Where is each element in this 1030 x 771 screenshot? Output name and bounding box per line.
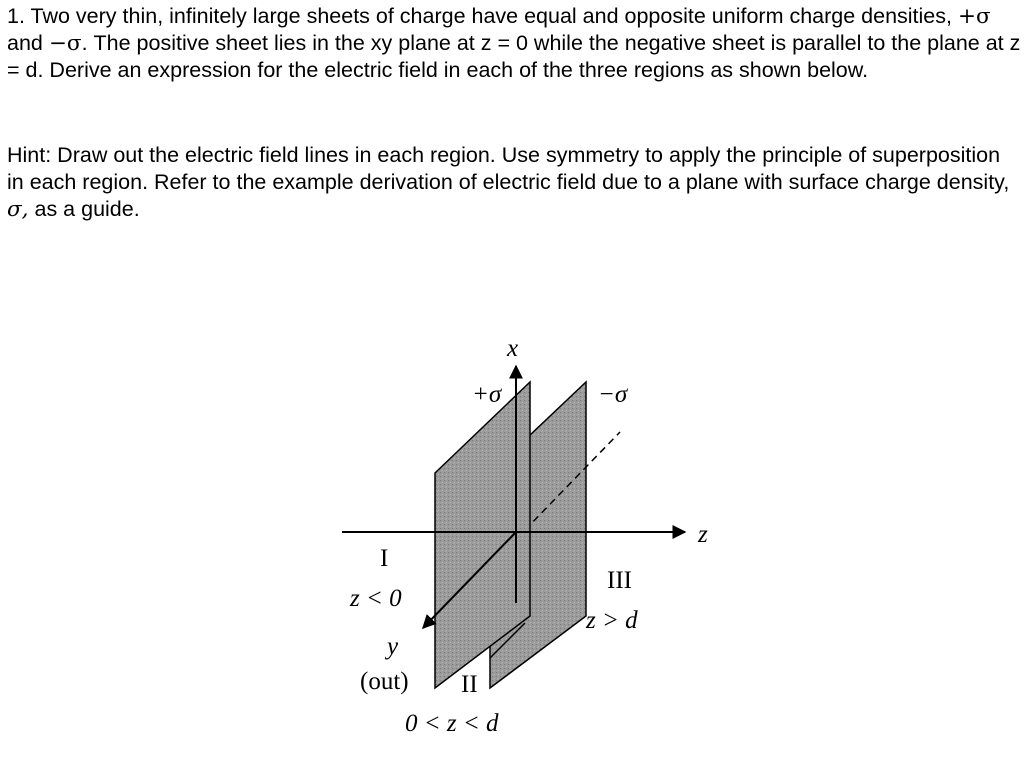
- region-3-condition: z > d: [586, 607, 638, 634]
- region-2-condition: 0 < z < d: [405, 710, 499, 737]
- hint-body: Hint: Draw out the electric field lines in each region. Use symmetry to apply the principle of superposition in each region. Refer to the example derivation of electric field due to a plane with surface charge density,: [7, 143, 1010, 194]
- region-1-condition: z < 0: [350, 585, 402, 612]
- positive-sheet-label: +σ: [472, 381, 502, 408]
- hint-tail: as a guide.: [34, 197, 140, 221]
- negative-sigma-symbol: −σ: [48, 31, 82, 56]
- region-3-label: III: [607, 567, 632, 594]
- out-label: (out): [360, 668, 409, 695]
- problem-number: 1.: [7, 4, 25, 28]
- x-axis-label: x: [507, 335, 519, 362]
- problem-rest: . The positive sheet lies in the xy plane at z = 0 while the negative sheet is parallel to the plane at z = d. Derive an expression for the electric field in each of the three regions as shown below.: [7, 31, 1021, 82]
- negative-sheet-label: −σ: [598, 381, 628, 408]
- region-1-label: I: [380, 545, 389, 572]
- y-axis-label: y: [387, 633, 399, 660]
- charged-sheets-diagram: [330, 318, 730, 748]
- sigma-symbol: σ,: [7, 197, 29, 222]
- positive-sigma-symbol: +σ: [957, 4, 991, 29]
- region-2-label: II: [461, 671, 478, 698]
- and-word: and: [7, 31, 43, 55]
- hint-text: [7, 142, 1022, 223]
- problem-statement: [7, 3, 1022, 84]
- z-axis-label: z: [698, 521, 708, 548]
- problem-lead: Two very thin, infinitely large sheets of charge have equal and opposite uniform charge densities,: [30, 4, 952, 28]
